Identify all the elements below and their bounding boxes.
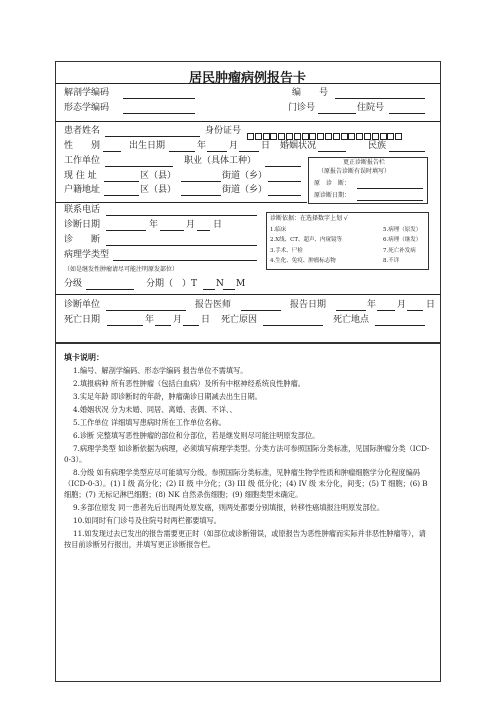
death-month-unit: 月 — [173, 315, 183, 325]
basis-option-1[interactable]: 1.临床 — [270, 227, 287, 233]
basis-option-8[interactable]: 8.不详 — [383, 258, 400, 264]
pathology-type-label: 病理学类型 — [64, 250, 110, 260]
report-day-field[interactable] — [407, 310, 423, 311]
death-cause-field[interactable] — [263, 325, 323, 326]
birth-month-field[interactable] — [207, 151, 227, 152]
section-divider-2 — [55, 202, 307, 203]
diagnosis-field[interactable] — [106, 245, 257, 246]
instruction-item: 11.如发现过去已发出的报告需要更正时（如部位或诊断错误，或原报告为恶性肿瘤而实际并非恶性肿瘤等），请按目前诊断另行报出，并填写更正诊断报告栏。 — [64, 529, 426, 549]
marital-label: 婚姻状况 — [280, 141, 317, 151]
patient-name-field[interactable] — [105, 136, 200, 137]
death-place-label: 死亡地点 — [333, 315, 370, 325]
household-district-field[interactable] — [104, 195, 139, 196]
instruction-item: 8.分级 如有病理学类型应尽可能填写分级。参照国际分类标准，见肿瘤生物学性质和肿瘤细胞学分化程度编码（ICD-0-3）。(1) I 级 高分化；(2) II 级 中分化；(3) III 级 低分化；(4) IV 级 未分化，间变；(5) T 细胞；(6) B 细胞；(7) 无标记淋巴细胞；(8) NK 自然杀伤细胞；(9) 细胞类型未确定。 — [64, 468, 428, 499]
diagnosis-label: 诊 断 — [64, 235, 101, 245]
instruction-item: 3.实足年龄 即诊断时的年龄，肿瘤确诊日期减去出生日期。 — [73, 392, 262, 401]
birth-year-field[interactable] — [169, 151, 195, 152]
instruction-item: 6.诊断 完整填写恶性肿瘤的部位和分部位，若是继发则尽可能注明原发部位。 — [73, 431, 320, 440]
multiple-primary-note: （如是继发性肿瘤请尽可能注明原发部位） — [64, 266, 179, 273]
reporting-doctor-label: 报告医师 — [195, 300, 232, 310]
number-label: 编 号 — [292, 88, 329, 98]
morphology-code-field[interactable] — [123, 113, 195, 114]
household-village-field[interactable] — [268, 195, 301, 196]
patient-name-label: 患者姓名 — [64, 126, 101, 136]
occupation-field[interactable] — [265, 166, 301, 167]
id-number-label: 身份证号 — [205, 126, 242, 136]
title-divider — [55, 83, 441, 84]
inpatient-no-label: 住院号 — [357, 103, 385, 113]
stage-t-field[interactable] — [203, 289, 215, 290]
basis-option-7[interactable]: 7.死亡补发病 — [383, 248, 416, 254]
basis-title: 诊断依据：在选择数字上划 √ — [270, 215, 348, 222]
report-year-unit: 年 — [367, 300, 377, 310]
work-unit-label: 工作单位 — [64, 156, 101, 166]
diagnosis-unit-label: 诊断单位 — [64, 300, 101, 310]
birth-day-field[interactable] — [239, 151, 259, 152]
contact-phone-label: 联系电话 — [64, 205, 101, 215]
orig-date-field[interactable] — [357, 200, 423, 201]
diagnosis-date-label: 诊断日期 — [64, 220, 101, 230]
morphology-code-label: 形态学编码 — [64, 103, 110, 113]
instruction-item: 9.多部位原发 同一患者先后出现两处原发癌，则两处都要分别填报，转移性癌填报注明原发部位。 — [73, 503, 385, 512]
current-address-label: 现 住 址 — [64, 171, 97, 181]
basis-option-2[interactable]: 2.X线、CT、超声、内窥镜等 — [270, 237, 343, 243]
stage-label: 分期（ ）T — [146, 279, 198, 289]
outpatient-no-label: 门诊号 — [288, 103, 316, 113]
number-field[interactable] — [335, 98, 425, 99]
diagnosis-unit-field[interactable] — [106, 310, 186, 311]
death-day-field[interactable] — [183, 325, 199, 326]
death-month-field[interactable] — [155, 325, 171, 326]
current-district-field[interactable] — [104, 181, 139, 182]
basis-option-3[interactable]: 3.手术、尸检 — [270, 248, 303, 254]
anatomy-code-field[interactable] — [123, 98, 195, 99]
stage-n-field[interactable] — [223, 289, 235, 290]
birth-month-unit: 月 — [229, 141, 239, 151]
death-place-field[interactable] — [375, 325, 425, 326]
pathology-type-field[interactable] — [113, 260, 257, 261]
household-address-label: 户籍地址 — [64, 185, 101, 195]
card-title: 居民肿瘤病例报告卡 — [189, 71, 307, 86]
current-street-field[interactable] — [181, 181, 221, 182]
diagnosis-day-unit: 日 — [213, 220, 223, 230]
death-cause-label: 死亡原因 — [221, 315, 258, 325]
grade-field[interactable] — [86, 289, 134, 290]
instruction-item: 2.填报病种 所有恶性肿瘤（包括白血病）及所有中枢神经系统良性肿瘤。 — [73, 379, 305, 388]
household-street-unit: 街道（乡） — [222, 185, 268, 195]
sex-label: 性 别 — [64, 141, 101, 151]
report-year-field[interactable] — [336, 310, 366, 311]
death-year-unit: 年 — [145, 315, 155, 325]
basis-option-4[interactable]: 4.生化、免疫、肿瘤标志物 — [270, 258, 336, 264]
death-day-unit: 日 — [201, 315, 211, 325]
contact-phone-field[interactable] — [106, 215, 257, 216]
death-date-label: 死亡日期 — [64, 315, 101, 325]
diagnosis-day-field[interactable] — [197, 230, 210, 231]
birth-year-unit: 年 — [197, 141, 207, 151]
orig-date-label: 原诊断日期： — [314, 192, 351, 199]
instruction-item: 4.婚姻状况 分为未婚、同居、离婚、丧偶、不详、、 — [73, 405, 237, 414]
instructions-heading: 填卡说明： — [64, 352, 104, 362]
diagnosis-month-unit: 月 — [186, 220, 196, 230]
instruction-item: 5.工作单位 详细填写患病时所在工作单位名称。 — [73, 418, 226, 427]
stage-m-label: M — [236, 279, 246, 289]
instruction-item: 7.病理学类型 如诊断依据为病理，必须填写病理学类型。分类方法可参照国际分类标准，见国际肿瘤分类（ICD-0-3）。 — [64, 444, 430, 464]
report-month-field[interactable] — [377, 310, 395, 311]
section-divider — [55, 121, 441, 122]
marital-field[interactable] — [318, 151, 346, 152]
ethnicity-label: 民族 — [368, 141, 387, 151]
birth-date-label: 出生日期 — [129, 141, 166, 151]
work-unit-field[interactable] — [105, 166, 173, 167]
stage-n-label: N — [216, 279, 224, 289]
diagnosis-month-field[interactable] — [160, 230, 184, 231]
instructions-list — [64, 365, 432, 552]
diagnosis-year-unit: 年 — [149, 220, 159, 230]
report-date-label: 报告日期 — [290, 300, 327, 310]
grade-label: 分级 — [64, 279, 83, 289]
ethnicity-field[interactable] — [389, 151, 425, 152]
current-village-field[interactable] — [268, 181, 301, 182]
sex-field[interactable] — [103, 151, 121, 152]
occupation-label: 职业（具体工种） — [184, 156, 257, 166]
basis-option-5[interactable]: 5.病理（原发） — [383, 227, 422, 233]
correction-title: 更正诊断报告栏 — [343, 159, 386, 166]
instruction-item: 10.如同时有门诊号及住院号时两栏都要填写。 — [73, 516, 221, 525]
current-street-unit: 街道（乡） — [222, 171, 268, 181]
outpatient-no-field[interactable] — [318, 113, 356, 114]
anatomy-code-label: 解剖学编码 — [64, 88, 110, 98]
report-day-unit: 日 — [426, 300, 436, 310]
correction-subtitle: （原报告诊断有误时填写） — [318, 168, 391, 175]
orig-diagnosis-label: 原 诊 断： — [314, 180, 351, 187]
section-divider-3 — [55, 294, 441, 295]
instruction-item: 1.编号、解剖学编码、形态学编码 报告单位不需填写。 — [73, 366, 248, 375]
basis-option-6[interactable]: 6.病理（继发） — [383, 237, 422, 243]
report-month-unit: 月 — [397, 300, 407, 310]
orig-diagnosis-field[interactable] — [357, 188, 423, 189]
current-district-unit: 区（县） — [140, 171, 177, 181]
household-street-field[interactable] — [181, 195, 221, 196]
household-district-unit: 区（县） — [140, 185, 177, 195]
diagnosis-year-field[interactable] — [106, 230, 146, 231]
reporting-doctor-field[interactable] — [241, 310, 281, 311]
birth-day-unit: 日 — [261, 141, 271, 151]
death-year-field[interactable] — [107, 325, 143, 326]
inpatient-no-field[interactable] — [389, 113, 425, 114]
